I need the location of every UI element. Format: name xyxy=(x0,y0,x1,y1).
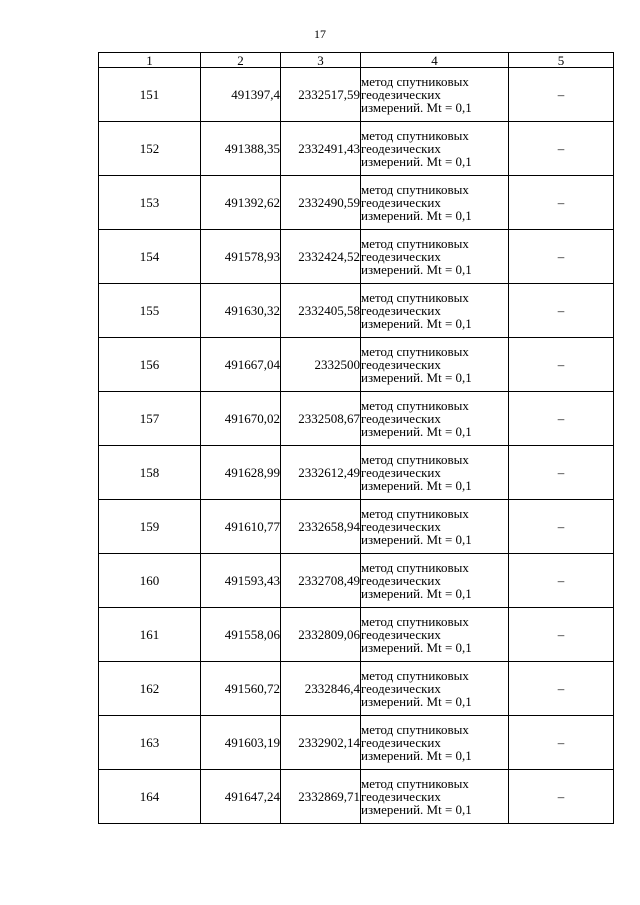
method-line: геодезических xyxy=(361,357,441,372)
note-cell: – xyxy=(509,338,614,392)
x-coordinate-cell: 491558,06 xyxy=(201,608,281,662)
note-cell: – xyxy=(509,662,614,716)
note-cell: – xyxy=(509,68,614,122)
table-row xyxy=(99,500,614,554)
y-coordinate-cell: 2332708,49 xyxy=(281,554,361,608)
method-line: геодезических xyxy=(361,141,441,156)
note-cell: – xyxy=(509,554,614,608)
method-line: метод спутниковых xyxy=(361,614,469,629)
table-row xyxy=(99,68,614,122)
point-number-cell: 160 xyxy=(99,554,201,608)
x-coordinate-cell: 491388,35 xyxy=(201,122,281,176)
point-number-cell: 152 xyxy=(99,122,201,176)
method-line: геодезических xyxy=(361,789,441,804)
x-coordinate-cell: 491593,43 xyxy=(201,554,281,608)
method-line: измерений. Mt = 0,1 xyxy=(361,154,472,169)
x-coordinate-cell: 491610,77 xyxy=(201,500,281,554)
method-cell xyxy=(361,122,509,176)
method-line: метод спутниковых xyxy=(361,290,469,305)
note-cell: – xyxy=(509,230,614,284)
method-line: метод спутниковых xyxy=(361,776,469,791)
point-number-cell: 161 xyxy=(99,608,201,662)
method-cell xyxy=(361,500,509,554)
point-number-cell: 163 xyxy=(99,716,201,770)
note-cell: – xyxy=(509,608,614,662)
method-cell xyxy=(361,446,509,500)
table-row xyxy=(99,554,614,608)
table-row xyxy=(99,230,614,284)
point-number-cell: 153 xyxy=(99,176,201,230)
method-line: метод спутниковых xyxy=(361,74,469,89)
y-coordinate-cell: 2332517,59 xyxy=(281,68,361,122)
method-line: измерений. Mt = 0,1 xyxy=(361,262,472,277)
table-row xyxy=(99,770,614,824)
y-coordinate-cell: 2332846,4 xyxy=(281,662,361,716)
note-cell: – xyxy=(509,176,614,230)
page-number: 17 xyxy=(314,27,326,41)
method-line: геодезических xyxy=(361,627,441,642)
method-line: метод спутниковых xyxy=(361,182,469,197)
note-cell: – xyxy=(509,446,614,500)
method-line: геодезических xyxy=(361,195,441,210)
point-number-cell: 164 xyxy=(99,770,201,824)
column-header-3: 3 xyxy=(281,53,361,68)
point-number-cell: 157 xyxy=(99,392,201,446)
x-coordinate-cell: 491578,93 xyxy=(201,230,281,284)
method-line: метод спутниковых xyxy=(361,506,469,521)
method-line: метод спутниковых xyxy=(361,452,469,467)
method-line: измерений. Mt = 0,1 xyxy=(361,748,472,763)
method-cell xyxy=(361,230,509,284)
method-line: геодезических xyxy=(361,303,441,318)
method-line: измерений. Mt = 0,1 xyxy=(361,424,472,439)
note-cell: – xyxy=(509,284,614,338)
method-cell xyxy=(361,68,509,122)
x-coordinate-cell: 491667,04 xyxy=(201,338,281,392)
table-row xyxy=(99,392,614,446)
x-coordinate-cell: 491560,72 xyxy=(201,662,281,716)
method-line: геодезических xyxy=(361,681,441,696)
table-row xyxy=(99,608,614,662)
y-coordinate-cell: 2332809,06 xyxy=(281,608,361,662)
method-line: геодезических xyxy=(361,519,441,534)
point-number-cell: 156 xyxy=(99,338,201,392)
method-cell xyxy=(361,392,509,446)
method-line: метод спутниковых xyxy=(361,236,469,251)
y-coordinate-cell: 2332869,71 xyxy=(281,770,361,824)
method-line: геодезических xyxy=(361,735,441,750)
y-coordinate-cell: 2332490,59 xyxy=(281,176,361,230)
method-cell xyxy=(361,770,509,824)
x-coordinate-cell: 491647,24 xyxy=(201,770,281,824)
column-header-5: 5 xyxy=(509,53,614,68)
y-coordinate-cell: 2332424,52 xyxy=(281,230,361,284)
point-number-cell: 159 xyxy=(99,500,201,554)
x-coordinate-cell: 491670,02 xyxy=(201,392,281,446)
y-coordinate-cell: 2332658,94 xyxy=(281,500,361,554)
table-row xyxy=(99,122,614,176)
y-coordinate-cell: 2332902,14 xyxy=(281,716,361,770)
method-line: измерений. Mt = 0,1 xyxy=(361,316,472,331)
x-coordinate-cell: 491603,19 xyxy=(201,716,281,770)
method-line: метод спутниковых xyxy=(361,668,469,683)
point-number-cell: 158 xyxy=(99,446,201,500)
method-cell xyxy=(361,176,509,230)
column-header-4: 4 xyxy=(361,53,509,68)
x-coordinate-cell: 491628,99 xyxy=(201,446,281,500)
method-cell xyxy=(361,716,509,770)
table-row xyxy=(99,284,614,338)
method-line: измерений. Mt = 0,1 xyxy=(361,100,472,115)
note-cell: – xyxy=(509,122,614,176)
table-row xyxy=(99,338,614,392)
method-cell xyxy=(361,284,509,338)
method-line: геодезических xyxy=(361,411,441,426)
method-line: метод спутниковых xyxy=(361,128,469,143)
method-line: измерений. Mt = 0,1 xyxy=(361,586,472,601)
point-number-cell: 151 xyxy=(99,68,201,122)
point-number-cell: 162 xyxy=(99,662,201,716)
method-cell xyxy=(361,608,509,662)
method-line: измерений. Mt = 0,1 xyxy=(361,694,472,709)
method-line: геодезических xyxy=(361,87,441,102)
method-line: метод спутниковых xyxy=(361,398,469,413)
method-line: геодезических xyxy=(361,465,441,480)
table-row xyxy=(99,662,614,716)
note-cell: – xyxy=(509,392,614,446)
method-cell xyxy=(361,338,509,392)
method-line: измерений. Mt = 0,1 xyxy=(361,640,472,655)
column-header-2: 2 xyxy=(201,53,281,68)
method-line: метод спутниковых xyxy=(361,560,469,575)
note-cell: – xyxy=(509,500,614,554)
method-line: измерений. Mt = 0,1 xyxy=(361,478,472,493)
note-cell: – xyxy=(509,770,614,824)
y-coordinate-cell: 2332491,43 xyxy=(281,122,361,176)
point-number-cell: 155 xyxy=(99,284,201,338)
table-row xyxy=(99,716,614,770)
x-coordinate-cell: 491392,62 xyxy=(201,176,281,230)
y-coordinate-cell: 2332612,49 xyxy=(281,446,361,500)
column-header-1: 1 xyxy=(99,53,201,68)
x-coordinate-cell: 491630,32 xyxy=(201,284,281,338)
method-line: метод спутниковых xyxy=(361,344,469,359)
table-header-row xyxy=(99,53,614,68)
y-coordinate-cell: 2332508,67 xyxy=(281,392,361,446)
y-coordinate-cell: 2332500 xyxy=(281,338,361,392)
method-line: геодезических xyxy=(361,249,441,264)
method-line: измерений. Mt = 0,1 xyxy=(361,532,472,547)
method-line: измерений. Mt = 0,1 xyxy=(361,802,472,817)
table-row xyxy=(99,176,614,230)
method-line: измерений. Mt = 0,1 xyxy=(361,370,472,385)
method-line: измерений. Mt = 0,1 xyxy=(361,208,472,223)
point-number-cell: 154 xyxy=(99,230,201,284)
method-cell xyxy=(361,554,509,608)
y-coordinate-cell: 2332405,58 xyxy=(281,284,361,338)
note-cell: – xyxy=(509,716,614,770)
method-cell xyxy=(361,662,509,716)
method-line: геодезических xyxy=(361,573,441,588)
table-row xyxy=(99,446,614,500)
method-line: метод спутниковых xyxy=(361,722,469,737)
table-body xyxy=(99,68,614,824)
coordinates-table xyxy=(98,52,614,824)
x-coordinate-cell: 491397,4 xyxy=(201,68,281,122)
